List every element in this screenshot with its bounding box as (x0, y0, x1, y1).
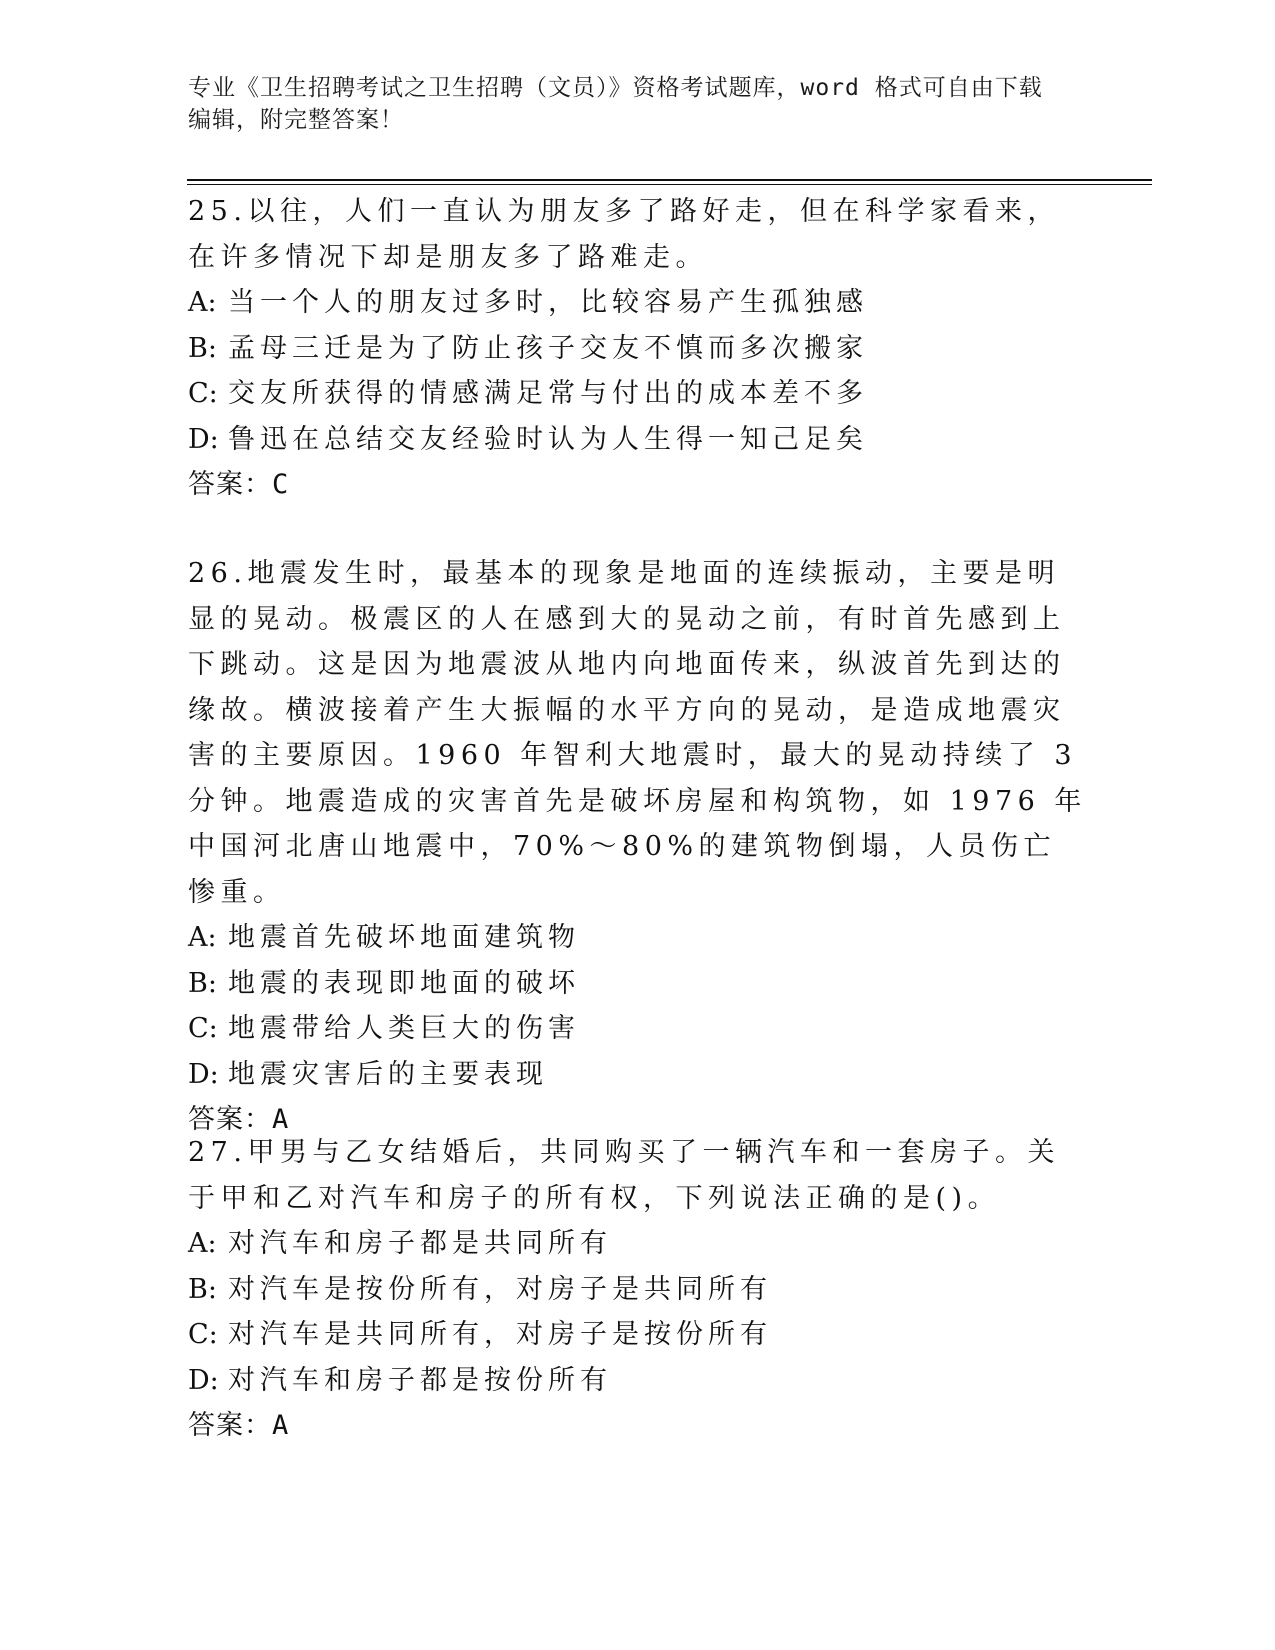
option-text: 对汽车是共同所有，对房子是按份所有 (228, 1319, 772, 1350)
option-text: 对汽车和房子都是共同所有 (228, 1228, 612, 1259)
answer-value: A (272, 1104, 290, 1135)
question-stem: 26.地震发生时，最基本的现象是地面的连续振动，主要是明显的晃动。极震区的人在感到大的晃动之前，有时首先感到上下跳动。这是因为地震波从地内向地面传来，纵波首先到达的缘故。横波接着产生大振幅的水平方向的晃动，是造成地震灾害的主要原因。1960 年智利大地震时，最大的晃动持续了 3 分钟。地震造成的灾害首先是破坏房屋和构筑物，如 1976 年中国河北唐山地震中，70%～80%的建筑物倒塌，人员伤亡惨重。 (188, 558, 1087, 908)
question-27 (188, 1130, 1088, 1449)
option-letter: C: (188, 378, 218, 409)
question-25 (188, 189, 1088, 508)
option-c (188, 1312, 1088, 1358)
answer-label: 答案： (188, 469, 272, 500)
option-letter: D: (188, 423, 219, 455)
option-d (188, 1052, 1088, 1098)
option-a (188, 1221, 1088, 1267)
question-26 (188, 551, 1088, 1143)
option-letter: B: (188, 967, 217, 999)
option-c (188, 371, 1088, 417)
option-text: 对汽车是按份所有，对房子是共同所有 (228, 1273, 772, 1305)
option-text: 地震灾害后的主要表现 (228, 1058, 548, 1090)
option-text: 交友所获得的情感满足常与付出的成本差不多 (228, 378, 868, 409)
option-text: 对汽车和房子都是按份所有 (228, 1364, 612, 1396)
answer-value: A (272, 1410, 290, 1441)
option-letter: C: (188, 1013, 218, 1044)
header-divider-thin (187, 184, 1152, 185)
option-text: 孟母三迁是为了防止孩子交友不慎而多次搬家 (228, 332, 868, 364)
answer-value: C (272, 469, 290, 500)
option-text: 当一个人的朋友过多时，比较容易产生孤独感 (228, 287, 868, 318)
option-letter: C: (188, 1319, 218, 1350)
option-letter: A: (188, 1228, 217, 1259)
option-a (188, 280, 1088, 326)
option-d (188, 417, 1088, 463)
header-divider-thick (187, 179, 1152, 181)
option-a (188, 915, 1088, 961)
document-header (188, 72, 1078, 136)
option-text: 地震首先破坏地面建筑物 (228, 922, 580, 953)
option-b (188, 326, 1088, 372)
option-text: 鲁迅在总结交友经验时认为人生得一知己足矣 (228, 423, 868, 455)
answer-line (188, 1403, 1088, 1449)
option-letter: B: (188, 1273, 217, 1305)
question-stem: 25.以往，人们一直认为朋友多了路好走，但在科学家看来，在许多情况下却是朋友多了路难走。 (188, 196, 1060, 273)
option-text: 地震的表现即地面的破坏 (228, 967, 580, 999)
answer-label: 答案： (188, 1410, 272, 1441)
option-text: 地震带给人类巨大的伤害 (228, 1013, 580, 1044)
option-b (188, 1267, 1088, 1313)
option-letter: A: (188, 287, 217, 318)
option-c (188, 1006, 1088, 1052)
option-d (188, 1358, 1088, 1404)
answer-line (188, 462, 1088, 508)
answer-label: 答案： (188, 1104, 272, 1135)
option-b (188, 961, 1088, 1007)
option-letter: A: (188, 922, 217, 953)
header-line-1: 专业《卫生招聘考试之卫生招聘（文员）》资格考试题库，word 格式可自由下载 (188, 75, 1043, 101)
option-letter: B: (188, 332, 217, 364)
question-stem: 27.甲男与乙女结婚后，共同购买了一辆汽车和一套房子。关于甲和乙对汽车和房子的所有权，下列说法正确的是()。 (188, 1137, 1060, 1214)
option-letter: D: (188, 1058, 219, 1090)
header-line-2: 编辑，附完整答案！ (188, 107, 404, 133)
option-letter: D: (188, 1364, 219, 1396)
